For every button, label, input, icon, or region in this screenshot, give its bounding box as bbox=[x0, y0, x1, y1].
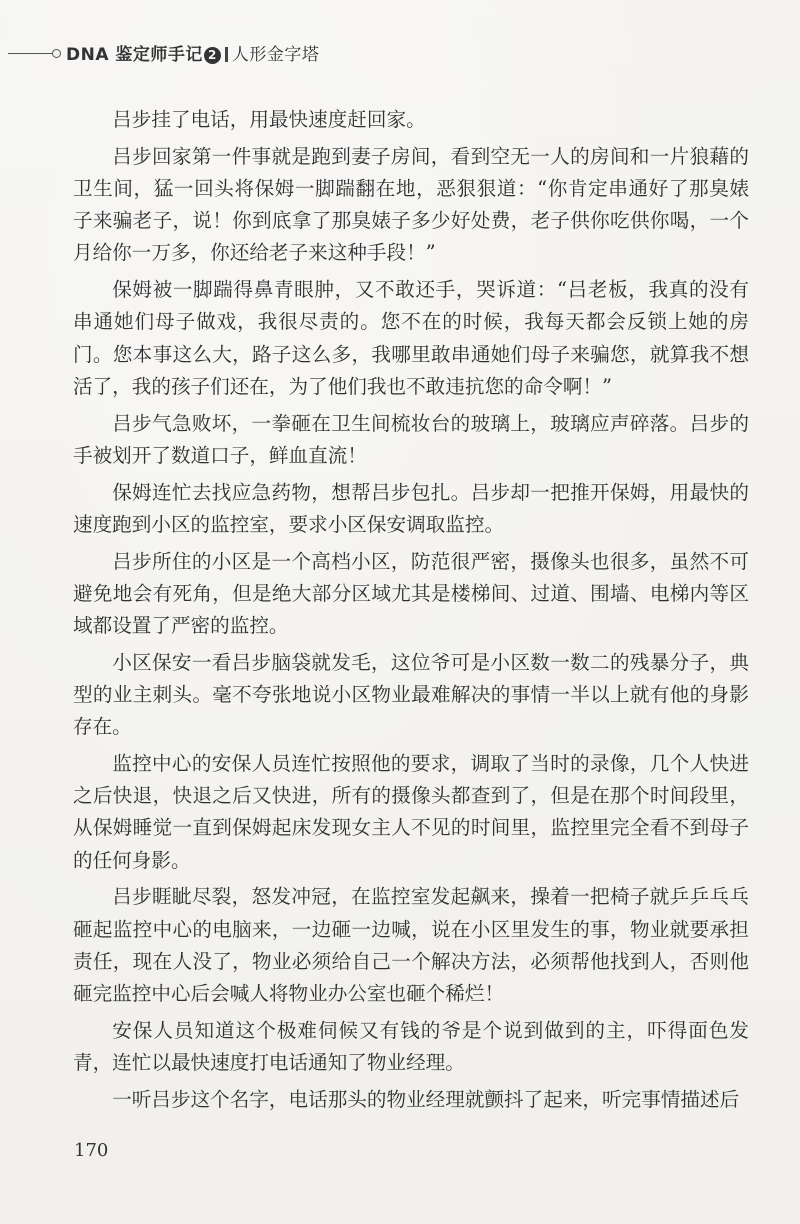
paragraph: 安保人员知道这个极难伺候又有钱的爷是个说到做到的主，吓得面色发青，连忙以最快速度打电话通知了物业经理。 bbox=[73, 1018, 749, 1075]
header-rule bbox=[8, 53, 54, 54]
page-number: 170 bbox=[74, 1140, 109, 1161]
book-subtitle: 人形金字塔 bbox=[231, 45, 320, 65]
header-title bbox=[66, 40, 319, 65]
paragraph: 一听吕步这个名字，电话那头的物业经理就颤抖了起来，听完事情描述后 bbox=[112, 1087, 740, 1111]
header-circle-icon bbox=[52, 49, 61, 58]
volume-number-badge: 2 bbox=[204, 47, 221, 64]
paragraph: 保姆被一脚踹得鼻青眼肿，又不敢还手，哭诉道：“吕老板，我真的没有串通她们母子做戏，我很尽责的。您不在的时候，我每天都会反锁上她的房门。您本事这么大，路子这么多，我哪里敢串通她们母子来骗您，就算我不想活了，我的孩子们还在，为了他们我也不敢违抗您的命令啊！” bbox=[73, 278, 749, 398]
paragraph: 监控中心的安保人员连忙按照他的要求，调取了当时的录像，几个人快进之后快退，快退之后又快进，所有的摄像头都查到了，但是在那个时间段里，从保姆睡觉一直到保姆起床发现女主人不见的时间里，监控里完全看不到母子的任何身影。 bbox=[73, 752, 749, 872]
paragraph: 小区保安一看吕步脑袋就发毛，这位爷可是小区数一数二的残暴分子，典型的业主刺头。毫不夸张地说小区物业最难解决的事情一半以上就有他的身影存在。 bbox=[73, 650, 749, 739]
chapter-body bbox=[73, 104, 749, 1121]
header-separator-bar bbox=[225, 47, 228, 62]
paragraph: 吕步睚眦尽裂，怒发冲冠，在监控室发起飙来，操着一把椅子就乒乒乓乓砸起监控中心的电脑来，一边砸一边喊，说在小区里发生的事，物业就要承担责任，现在人没了，物业必须给自己一个解决方法，必须帮他找到人，否则他砸完监控中心后会喊人将物业办公室也砸个稀烂！ bbox=[73, 885, 749, 1006]
paragraph: 吕步回家第一件事就是跑到妻子房间，看到空无一人的房间和一片狼藉的卫生间，猛一回头将保姆一脚踹翻在地，恶狠狠道：“你肯定串通好了那臭婊子来骗老子，说！你到底拿了那臭婊子多少好处费，老子供你吃供你喝，一个月给你一万多，你还给老子来这种手段！” bbox=[73, 144, 749, 265]
paragraph: 保姆连忙去找应急药物，想帮吕步包扎。吕步却一把推开保姆，用最快的速度跑到小区的监控室，要求小区保安调取监控。 bbox=[73, 480, 749, 536]
running-header bbox=[0, 38, 800, 68]
book-title: DNA 鉴定师手记 bbox=[66, 45, 203, 65]
paragraph: 吕步挂了电话，用最快速度赶回家。 bbox=[112, 108, 426, 131]
paragraph: 吕步气急败坏，一拳砸在卫生间梳妆台的玻璃上，玻璃应声碎落。吕步的手被划开了数道口子，鲜血直流！ bbox=[73, 411, 749, 467]
paragraph: 吕步所住的小区是一个高档小区，防范很严密，摄像头也很多，虽然不可避免地会有死角，但是绝大部分区域尤其是楼梯间、过道、围墙、电梯内等区域都设置了严密的监控。 bbox=[73, 549, 749, 638]
